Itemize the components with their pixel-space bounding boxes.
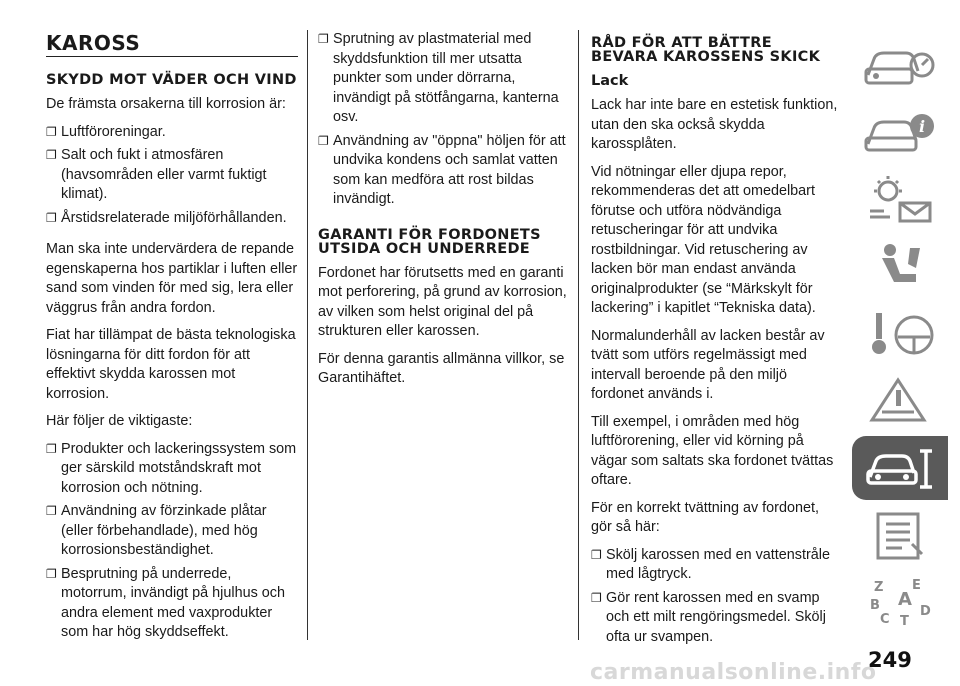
svg-text:E: E	[912, 578, 921, 593]
light-envelope-icon	[860, 173, 940, 227]
paragraph: Till exempel, i områden med hög luftförorening, eller vid körning på vägar som saltats ska fordonet tvättas oftare.	[591, 413, 834, 488]
tab-service-maintenance[interactable]	[852, 436, 948, 500]
measure-item: ❐ Besprutning på underrede, motorrum, invändigt på hjulhus och andra element med vaxprodukter som har hög skyddseffekt.	[46, 565, 298, 643]
svg-text:Z: Z	[874, 580, 884, 595]
document-list-icon	[860, 508, 940, 562]
measure-item: ❐ Produkter och lackeringssystem som ger särskild motståndskraft mot korrosion och nötning.	[46, 440, 298, 499]
watermark: carmanualsonline.info	[590, 660, 877, 685]
subheading-paint: Lack	[591, 73, 629, 89]
tab-car-info[interactable]	[852, 101, 948, 165]
svg-text:C: C	[880, 612, 890, 627]
column-divider	[578, 30, 579, 640]
svg-text:D: D	[920, 604, 931, 619]
key-steering-icon	[860, 307, 940, 361]
car-wrench-icon	[860, 441, 940, 495]
paragraph: Här följer de viktigaste:	[46, 413, 193, 429]
svg-text:A: A	[898, 589, 912, 610]
section-title: KAROSS	[46, 32, 298, 57]
cause-item: ❐ Salt och fukt i atmosfären (havsområden eller varmt fuktigt klimat).	[46, 146, 298, 205]
alphabet-index-icon	[860, 575, 940, 629]
paragraph: Normalunderhåll av lacken består av tvätt som utförs regelmässigt med intervall beroende på den miljö fordonet används i.	[591, 327, 825, 402]
car-info-icon	[860, 106, 940, 160]
tab-car-dashboard[interactable]	[852, 34, 948, 98]
paragraph: Fordonet har förutsetts med en garanti mot perforering, på grund av korrosion, av vilken som helst original del på strukturen eller karossen.	[318, 264, 567, 339]
svg-text:B: B	[870, 598, 880, 613]
cause-item: ❐ Luftföroreningar.	[46, 123, 298, 143]
paragraph: För denna garantis allmänna villkor, se Garantihäftet.	[318, 350, 565, 386]
tab-technical-data[interactable]	[852, 503, 948, 567]
tab-safety[interactable]	[852, 235, 948, 299]
column-1	[46, 30, 298, 647]
column-2	[318, 30, 568, 397]
column-divider	[307, 30, 308, 640]
chapter-sidebar	[852, 34, 948, 637]
warning-triangle-icon	[860, 374, 940, 428]
tab-lights-messages[interactable]	[852, 168, 948, 232]
heading-weather-protection: SKYDD MOT VÄDER OCH VIND	[46, 72, 297, 88]
seat-airbag-icon	[860, 240, 940, 294]
step-item: ❐ Gör rent karossen med en svamp och ett milt rengöringsmedel. Skölj ofta ur svampen.	[591, 589, 843, 648]
measure-item: ❐ Sprutning av plastmaterial med skyddsfunktion till mer utsatta punkter som under dörrarna, invändigt på stötfångarna, kanterna osv.	[318, 30, 568, 128]
intro-text: De främsta orsakerna till korrosion är:	[46, 96, 286, 112]
paragraph: Lack har inte bare en estetisk funktion, utan den ska också skydda karossplåten.	[591, 97, 838, 152]
paragraph: Fiat har tillämpat de bästa teknologiska lösningarna för ditt fordon för att effektivt skydda karossen mot korrosion.	[46, 327, 296, 402]
column-3	[591, 36, 843, 651]
step-item: ❐ Skölj karossen med en vattenstråle med lågtryck.	[591, 546, 843, 585]
paragraph: Vid nötningar eller djupa repor, rekommenderas det att omedelbart förutse och utföra nödvändiga retuscheringar för att undvika rostbildningar. Vid retuschering av lacken bör man endast använda originalprodukter (se “Märkskylt för lackering” i kapitlet “Tekniska data).	[591, 163, 816, 316]
paragraph: För en korrekt tvättning av fordonet, gör så här:	[591, 499, 819, 535]
measure-item: ❐ Användning av "öppna" höljen för att undvika kondens och samlat vatten som kan medföra att rost bildas invändigt.	[318, 132, 568, 210]
heading-warranty: GARANTI FÖR FORDONETS UTSIDA OCH UNDERREDE	[318, 226, 541, 257]
svg-text:T: T	[900, 614, 909, 629]
tab-starting-driving[interactable]	[852, 302, 948, 366]
measure-item: ❐ Användning av förzinkade plåtar (eller förbehandlade), med hög korrosionsbeständighet.	[46, 502, 298, 561]
tab-emergency[interactable]	[852, 369, 948, 433]
svg-text:i: i	[919, 117, 926, 136]
car-dashboard-icon	[860, 39, 940, 93]
tab-index[interactable]	[852, 570, 948, 634]
page-number: 249	[868, 648, 912, 672]
paragraph: Man ska inte undervärdera de repande egenskaperna hos partiklar i luften eller sand som vinden för med sig, lera eller väggrus från andra fordon.	[46, 241, 298, 316]
heading-care-advice: RÅD FÖR ATT BÄTTRE BEVARA KAROSSENS SKICK	[591, 35, 821, 65]
cause-item: ❐ Årstidsrelaterade miljöförhållanden.	[46, 209, 298, 229]
